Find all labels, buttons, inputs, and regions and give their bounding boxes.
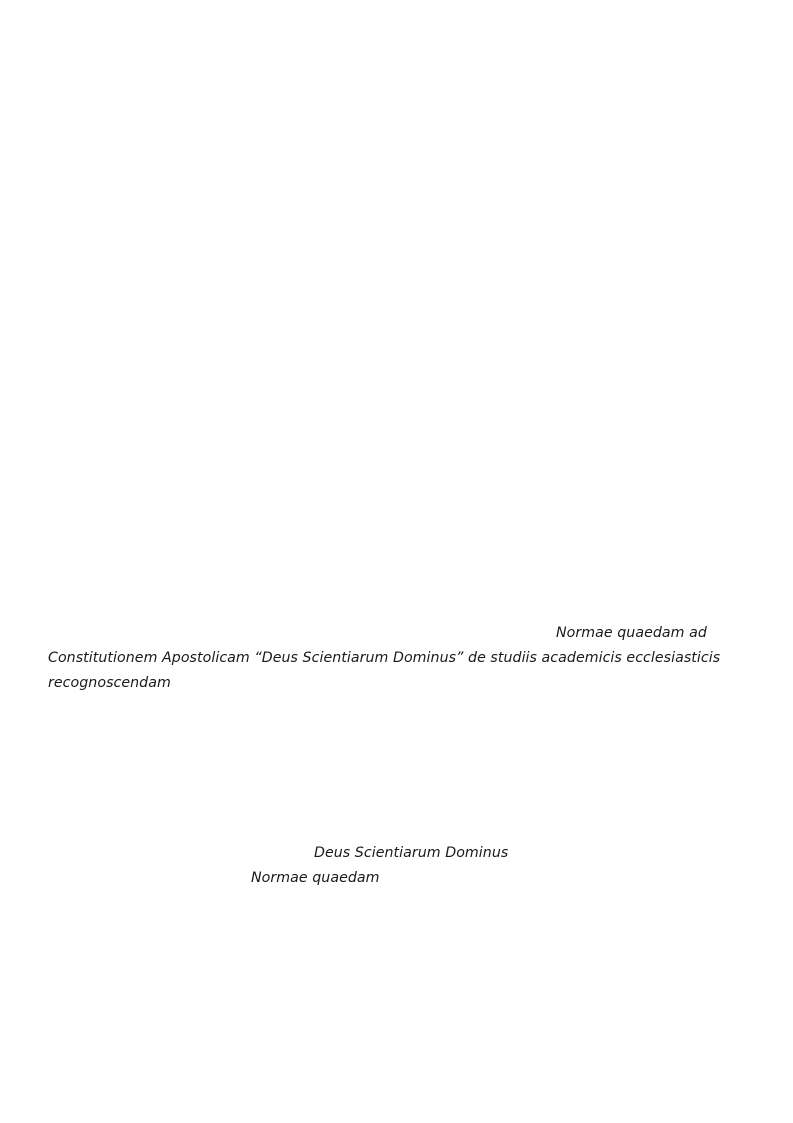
text-line: Normae quaedam ad <box>556 625 707 641</box>
text-line: Normae quaedam <box>251 870 380 886</box>
text-line: Constitutionem Apostolicam “Deus Scientiarum Dominus” de studiis academicis ecclesiasticis <box>48 650 721 666</box>
text-line: recognoscendam <box>48 675 171 691</box>
text-line: Deus Scientiarum Dominus <box>314 845 509 861</box>
